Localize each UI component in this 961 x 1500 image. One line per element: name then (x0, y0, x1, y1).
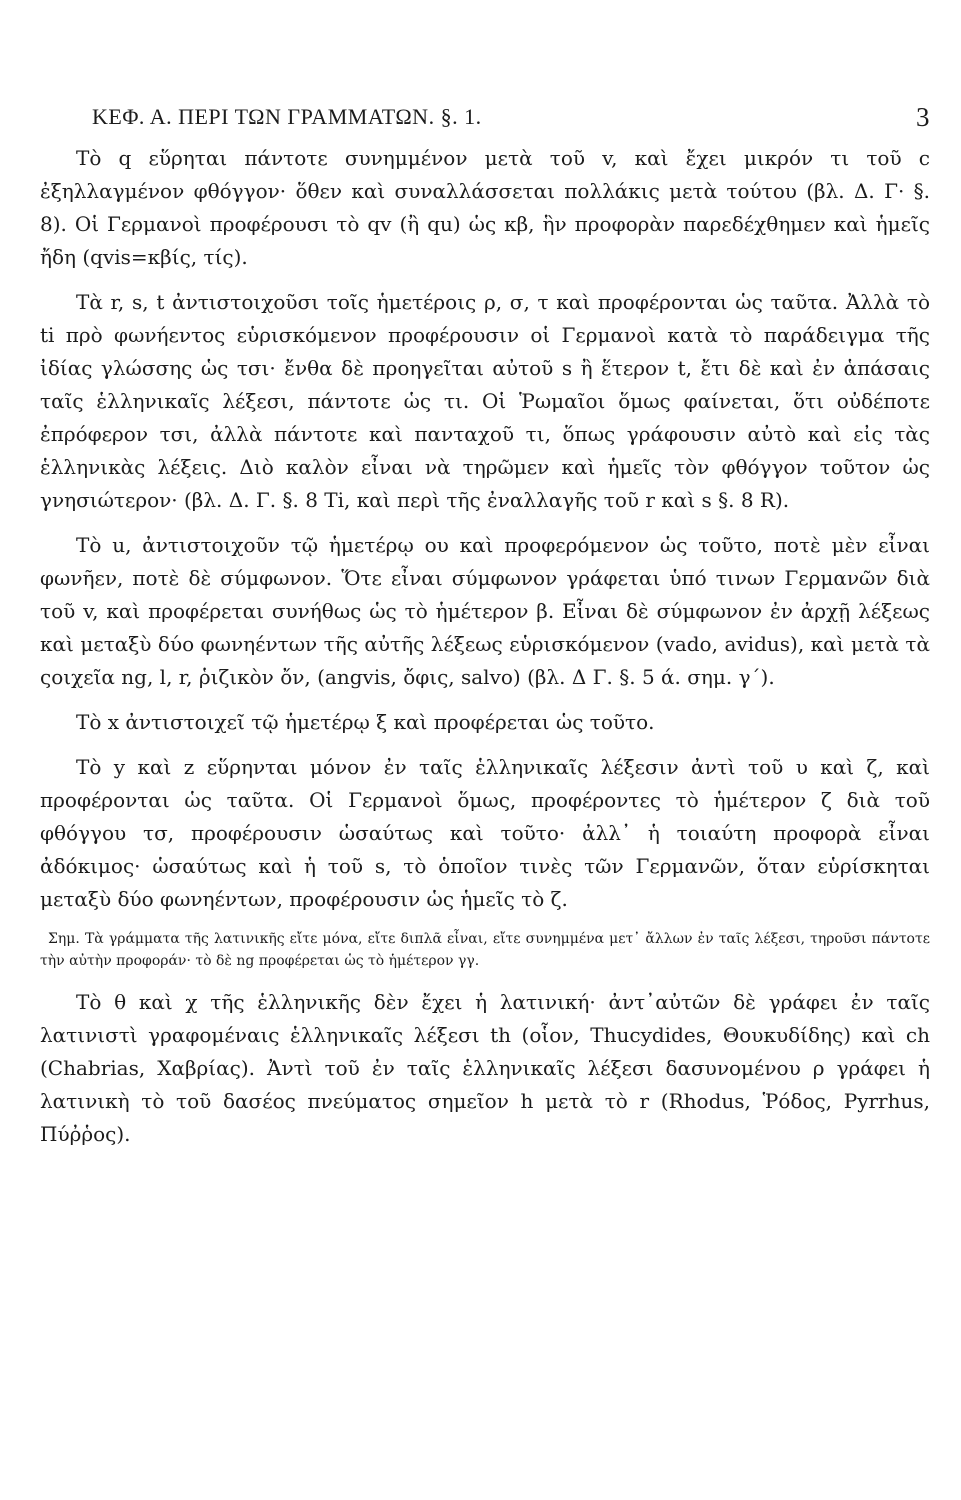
footnote: Σημ. Τὰ γράμματα τῆς λατινικῆς εἴτε μόνα, εἴτε διπλᾶ εἶναι, εἴτε συνημμένα μετ᾽ ἄλλων ἐν ταῖς λέξεσι, τηροῦσι πάντοτε τὴν αὐτὴν προφοράν· τὸ δὲ ng προφέρεται ὡς τὸ ἡμέτερον γγ. (40, 931, 930, 969)
paragraph-u: Τὸ u, ἀντιστοιχοῦν τῷ ἡμετέρῳ ου καὶ προφερόμενον ὡς τοῦτο, ποτὲ μὲν εἶναι φωνῆεν, ποτὲ δὲ σύμφωνον. Ὅτε εἶναι σύμφωνον γράφεται ὑπό τινων Γερμανῶν διὰ τοῦ v, καὶ προφέρεται συνήθως ὡς τὸ ἡμέτερον β. Εἶναι δὲ σύμφωνον ἐν ἀρχῇ λέξεως καὶ μεταξὺ δύο φωνηέντων τῆς αὐτῆς λέξεως εὑρισκόμενον (vado, avidus), καὶ μετὰ τὰ ςοιχεῖα ng, l, r, ῥιζικὸν ὄν, (angvis, ὄφις, salvo) (βλ. Δ Γ. §. 5 ά. σημ. γ΄). (40, 533, 930, 689)
body-text (40, 142, 930, 1151)
paragraph-theta-chi: Τὸ θ καὶ χ τῆς ἑλληνικῆς δὲν ἔχει ἡ λατινική· ἀντ᾽αὐτῶν δὲ γράφει ἐν ταῖς λατινιστὶ γραφομέναις ἑλληνικαῖς λέξεσι th (οἷον, Thucydides, Θουκυδίδης) καὶ ch (Chabrias, Χαβρίας). Ἀντὶ τοῦ ἐν ταῖς ἑλληνικαῖς λέξεσι δασυνομένου ρ γράφει ἡ λατινικὴ τὸ τοῦ δασέος πνεύματος σημεῖον h μετὰ τὸ r (Rhodus, Ῥόδος, Pyrrhus, Πύῤῥος). (40, 990, 930, 1146)
running-header (40, 100, 930, 134)
paragraph-x: Τὸ x ἀντιστοιχεῖ τῷ ἡμετέρῳ ξ καὶ προφέρεται ὡς τοῦτο. (76, 710, 655, 734)
paragraph-y-z: Τὸ y καὶ z εὕρηνται μόνον ἐν ταῖς ἑλληνικαῖς λέξεσιν ἀντὶ τοῦ υ καὶ ζ, καὶ προφέρονται ὡς ταῦτα. Οἱ Γερμανοὶ ὅμως, προφέροντες τὸ ἡμέτερον ζ διὰ τοῦ φθόγγου τσ, προφέρουσιν ὡσαύτως καὶ τοῦτο· ἀλλ᾽ ἡ τοιαύτη προφορὰ εἶναι ἀδόκιμος· ὡσαύτως καὶ ἡ τοῦ s, τὸ ὁποῖον τινὲς τῶν Γερμανῶν, ὅταν εὑρίσκηται μεταξὺ δύο φωνηέντων, προφέρουσιν ὡς ἡμεῖς τὸ ζ. (40, 755, 930, 911)
book-page (40, 100, 930, 1163)
paragraph-q: Τὸ q εὕρηται πάντοτε συνημμένον μετὰ τοῦ v, καὶ ἔχει μικρόν τι τοῦ c ἐξηλλαγμένον φθόγγον· ὅθεν καὶ συναλλάσσεται πολλάκις μετὰ τούτου (βλ. Δ. Γ· §. 8). Οἱ Γερμανοὶ προφέρουσι τὸ qv (ἢ qu) ὡς κβ, ἣν προφορὰν παρεδέχθημεν καὶ ἡμεῖς ἤδη (qvis=κβίς, τίς). (40, 146, 930, 269)
page-number: 3 (916, 102, 930, 132)
paragraph-r-s-t: Τὰ r, s, t ἀντιστοιχοῦσι τοῖς ἡμετέροις ρ, σ, τ καὶ προφέρονται ὡς ταῦτα. Ἀλλὰ τὸ ti πρὸ φωνήεντος εὑρισκόμενον προφέρουσιν οἱ Γερμανοὶ κατὰ τὸ παράδειγμα τῆς ἰδίας γλώσσης ὡς τσι· ἔνθα δὲ προηγεῖται αὐτοῦ s ἢ ἕτερον t, ἔτι δὲ καὶ ἐν ἁπάσαις ταῖς ἑλληνικαῖς λέξεσι, πάντοτε ὡς τι. Οἱ Ῥωμαῖοι ὅμως φαίνεται, ὅτι οὐδέποτε ἐπρόφερον τσι, ἀλλὰ πάντοτε καὶ πανταχοῦ τι, ὅπως γράφουσιν αὐτὸ καὶ εἰς τὰς ἑλληνικὰς λέξεις. Διὸ καλὸν εἶναι νὰ τηρῶμεν καὶ ἡμεῖς τὸν φθόγγον τοῦτον ὡς γνησιώτερον· (βλ. Δ. Γ. §. 8 Ti, καὶ περὶ τῆς ἐναλλαγῆς τοῦ r καὶ s §. 8 R). (40, 290, 930, 512)
chapter-heading: ΚΕΦ. Α. ΠΕΡΙ ΤΩΝ ΓΡΑΜΜΑΤΩΝ. §. 1. (92, 104, 482, 129)
